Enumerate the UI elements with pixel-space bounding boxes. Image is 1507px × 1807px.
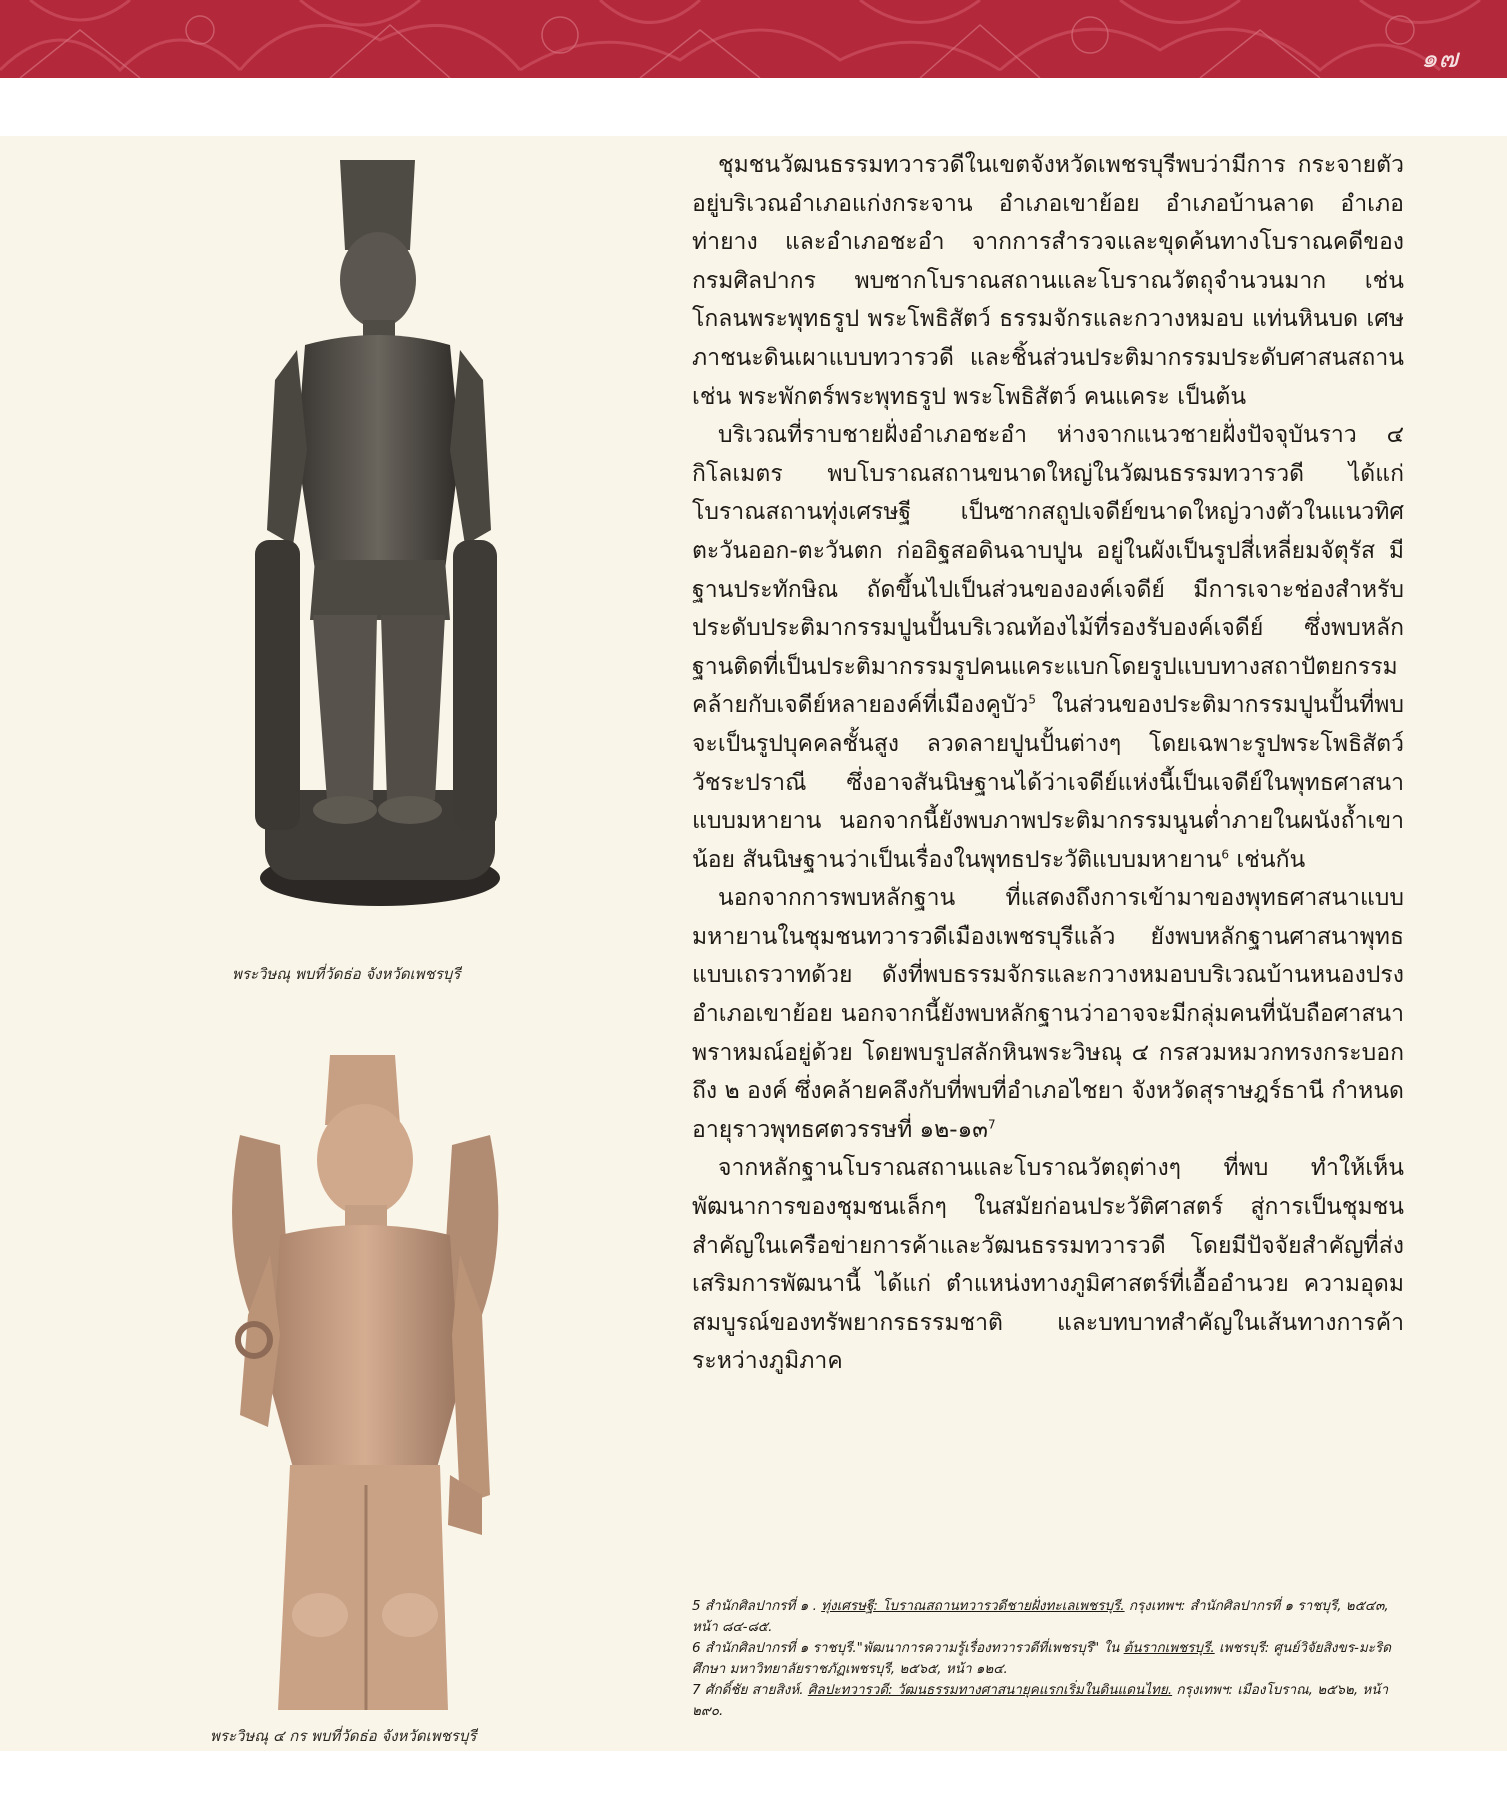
footnote-7 — [692, 1680, 1407, 1722]
paragraph — [692, 416, 1404, 879]
paragraph — [692, 879, 1404, 1149]
footnote-title: ศิลปะทวารวดี: วัฒนธรรมทางศาสนายุคแรกเริ่มในดินแดนไทย. — [807, 1682, 1173, 1698]
paragraph: ชุมชนวัฒนธรรมทวารวดีในเขตจังหวัดเพชรบุรีพบว่ามีการ กระจายตัวอยู่บริเวณอำเภอแก่งกระจาน อำเภอเขาย้อย อำเภอบ้านลาด อำเภอท่ายาง และอำเภอชะอำ จากการสำรวจและขุดค้นทางโบราณคดีของกรมศิลปากร พบซากโบราณสถานและโบราณวัตถุจำนวนมาก เช่น โกลนพระพุทธรูป พระโพธิสัตว์ ธรรมจักรและกวางหมอบ แท่นหินบด เศษภาชนะดินเผาแบบทวารวดี และชิ้นส่วนประติมากรรมประดับศาสนสถาน เช่น พระพักตร์พระพุทธรูป พระโพธิสัตว์ คนแคระ เป็นต้น — [692, 152, 1404, 410]
footnote-text: 6 สำนักศิลปากรที่ ๑ ราชบุรี."พัฒนาการความรู้เรื่องทวารวดีที่เพชรบุรี" ใน — [692, 1640, 1124, 1656]
banner-ornament-pattern — [0, 0, 1507, 78]
figure-vishnu-grey-stone — [245, 150, 515, 910]
footnote-title: ต้นรากเพชรบุรี. — [1123, 1640, 1215, 1656]
footnote-text: เพชรบุรี: ศูนย์วิจัยสิงขร-มะริดศึกษา มหาวิทยาลัยราชภัฏเพชรบุรี, ๒๕๖๕, หน้า ๑๒๔. — [692, 1640, 1392, 1677]
footnotes — [692, 1596, 1407, 1722]
footnote-text: กรุงเทพฯ: สำนักศิลปากรที่ ๑ ราชบุรี, ๒๕๔๓, หน้า ๘๔-๘๕. — [692, 1598, 1389, 1635]
footnote-text: 7 ศักดิ์ชัย สายสิงห์. — [692, 1682, 808, 1698]
figure-vishnu-sandstone — [220, 1055, 510, 1710]
paragraph-text: บริเวณที่ราบชายฝั่งอำเภอชะอำ ห่างจากแนวชายฝั่งปัจจุบันราว ๔ กิโลเมตร พบโบราณสถานขนาดใหญ่ในวัฒนธรรมทวารวดี ได้แก่ โบราณสถานทุ่งเศรษฐี เป็นซากสถูปเจดีย์ขนาดใหญ่วางตัวในแนวทิศตะวันออก-ตะวันตก ก่ออิฐสอดินฉาบปูน อยู่ในผังเป็นรูปสี่เหลี่ยมจัตุรัส มีฐานประทักษิณ ถัดขึ้นไปเป็นส่วนขององค์เจดีย์ มีการเจาะช่องสำหรับประดับประติมากรรมปูนปั้นบริเวณท้องไม้ที่รองรับองค์เจดีย์ ซึ่งพบหลักฐานติดที่เป็นประติมากรรมรูปคนแคระแบกโดยรูปแบบทางสถาปัตยกรรมคล้ายกับเจดีย์หลายองค์ที่เมืองคูบัว — [692, 422, 1404, 719]
footnote-5 — [692, 1596, 1407, 1638]
grey-stone-statue-icon — [245, 150, 515, 910]
paragraph-text: นอกจากการพบหลักฐาน ที่แสดงถึงการเข้ามาของพุทธศาสนาแบบมหายานในชุมชนทวารวดีเมืองเพชรบุรีแล้ว ยังพบหลักฐานศาสนาพุทธแบบเถรวาทด้วย ดังที่พบธรรมจักรและกวางหมอบบริเวณบ้านหนองปรง อำเภอเขาย้อย นอกจากนี้ยังพบหลักฐานว่าอาจจะมีกลุ่มคนที่นับถือศาสนาพราหมณ์อยู่ด้วย โดยพบรูปสลักหินพระวิษณุ ๔ กรสวมหมวกทรงกระบอกถึง ๒ องค์ ซึ่งคล้ายคลึงกับที่พบที่อำเภอไชยา จังหวัดสุราษฎร์ธานี กำหนดอายุราวพุทธศตวรรษที่ ๑๒-๑๓ — [692, 885, 1404, 1143]
footnote-ref[interactable]: 7 — [987, 1117, 996, 1132]
footnote-text: 5 สำนักศิลปากรที่ ๑ . — [692, 1598, 822, 1614]
sandstone-statue-icon — [220, 1055, 510, 1710]
footnote-ref[interactable]: 5 — [1028, 692, 1036, 707]
header-banner — [0, 0, 1507, 78]
page-number: ๑๗ — [1420, 44, 1459, 74]
footnote-ref[interactable]: 6 — [1221, 847, 1230, 862]
paragraph-text: เช่นกัน — [1229, 846, 1306, 873]
footnote-6 — [692, 1638, 1407, 1680]
paragraph-text: ในส่วนของประติมากรรมปูนปั้นที่พบ จะเป็นรูปบุคคลชั้นสูง ลวดลายปูนปั้นต่างๆ โดยเฉพาะรูปพระโพธิสัตว์วัชระปราณี ซึ่งอาจสันนิษฐานได้ว่าเจดีย์แห่งนี้เป็นเจดีย์ในพุทธศาสนาแบบมหายาน นอกจากนี้ยังพบภาพประติมากรรมนูนต่ำภายในผนังถ้ำเขาน้อย สันนิษฐานว่าเป็นเรื่องในพุทธประวัติแบบมหายาน — [692, 692, 1404, 873]
article-body — [692, 146, 1404, 1381]
footnote-title: ทุ่งเศรษฐี: โบราณสถานทวารวดีชายฝั่งทะเลเพชรบุรี. — [821, 1598, 1125, 1614]
footnote-text: กรุงเทพฯ: เมืองโบราณ, ๒๕๖๒, หน้า ๒๙๐. — [692, 1682, 1389, 1719]
figure-caption: พระวิษณุ ๔ กร พบที่วัดธ่อ จังหวัดเพชรบุรี — [210, 1727, 477, 1745]
figure-caption: พระวิษณุ พบที่วัดธ่อ จังหวัดเพชรบุรี — [232, 965, 461, 983]
paragraph: จากหลักฐานโบราณสถานและโบราณวัตถุต่างๆ ที่พบ ทำให้เห็นพัฒนาการของชุมชนเล็กๆ ในสมัยก่อนประวัติศาสตร์ สู่การเป็นชุมชนสำคัญในเครือข่ายการค้าและวัฒนธรรมทวารวดี โดยมีปัจจัยสำคัญที่ส่งเสริมการพัฒนานี้ ได้แก่ ตำแหน่งทางภูมิศาสตร์ที่เอื้ออำนวย ความอุดมสมบูรณ์ของทรัพยากรธรรมชาติ และบทบาทสำคัญในเส้นทางการค้าระหว่างภูมิภาค — [692, 1155, 1404, 1375]
